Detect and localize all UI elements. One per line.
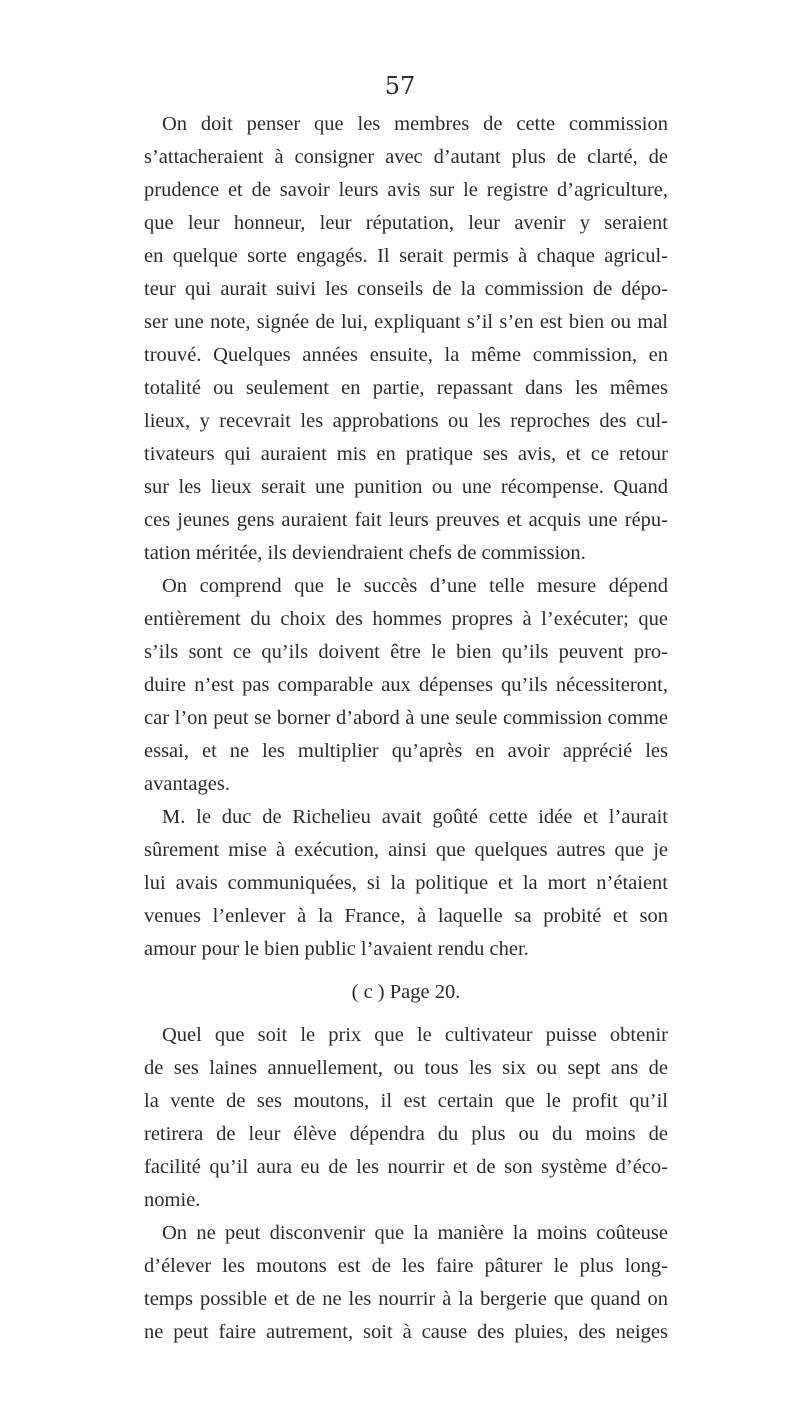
paragraph-1-line: s’attacheraient à consigner avec d’autant plus de clarté, de [144, 146, 668, 168]
paragraph-4-line: nomie. [144, 1189, 201, 1211]
paragraph-1-line: teur qui aurait suivi les conseils de la commission de dépo- [144, 278, 668, 300]
section-heading: ( c ) Page 20. [351, 981, 461, 1003]
paragraph-1-line: que leur honneur, leur réputation, leur avenir y seraient [144, 212, 668, 234]
paragraph-4-line: de ses laines annuellement, ou tous les six ou sept ans de [144, 1057, 668, 1079]
paragraph-1-line: trouvé. Quelques années ensuite, la même commission, en [144, 344, 668, 366]
paragraph-1-line: en quelque sorte engagés. Il serait permis à chaque agricul- [144, 245, 668, 267]
paragraph-3-line: venues l’enlever à la France, à laquelle sa probité et son [144, 905, 668, 927]
paragraph-4-line: Quel que soit le prix que le cultivateur puisse obtenir [162, 1024, 668, 1046]
paragraph-1-line: ces jeunes gens auraient fait leurs preuves et acquis une répu- [144, 509, 668, 531]
paragraph-5-line: ne peut faire autrement, soit à cause des pluies, des neiges [144, 1321, 668, 1343]
paragraph-1-line: tation méritée, ils deviendraient chefs de commission. [144, 542, 586, 564]
paragraph-3-line: M. le duc de Richelieu avait goûté cette idée et l’aurait [162, 806, 668, 828]
paragraph-1-line: sur les lieux serait une punition ou une récompense. Quand [144, 476, 668, 498]
paragraph-1-line: ser une note, signée de lui, expliquant s’il s’en est bien ou mal [144, 311, 668, 333]
paragraph-4-line: retirera de leur élève dépendra du plus ou du moins de [144, 1123, 668, 1145]
paragraph-2-line: entièrement du choix des hommes propres à l’exécuter; que [144, 608, 668, 630]
paragraph-2-line: duire n’est pas comparable aux dépenses qu’ils nécessiteront, [144, 674, 668, 696]
paragraph-2-line: essai, et ne les multiplier qu’après en avoir apprécié les [144, 740, 668, 762]
paragraph-4-line: la vente de ses moutons, il est certain que le profit qu’il [144, 1090, 668, 1112]
paragraph-2-line: car l’on peut se borner d’abord à une seule commission comme [144, 707, 668, 729]
paragraph-4-line: facilité qu’il aura eu de les nourrir et de son système d’éco- [144, 1156, 668, 1178]
paragraph-2-line: On comprend que le succès d’une telle mesure dépend [162, 575, 668, 597]
paragraph-1-line: lieux, y recevrait les approbations ou les reproches des cul- [144, 410, 668, 432]
paragraph-3-line: amour pour le bien public l’avaient rendu cher. [144, 938, 529, 960]
paragraph-1-line: prudence et de savoir leurs avis sur le registre d’agriculture, [144, 179, 668, 201]
paragraph-1-line: tivateurs qui auraient mis en pratique ses avis, et ce retour [144, 443, 668, 465]
paragraph-5-line: d’élever les moutons est de les faire pâturer le plus long- [144, 1255, 668, 1277]
paragraph-1-line: On doit penser que les membres de cette commission [162, 113, 668, 135]
paragraph-3-line: lui avais communiquées, si la politique et la mort n’étaient [144, 872, 668, 894]
page-number: 57 [384, 72, 416, 100]
paragraph-2-line: avantages. [144, 773, 230, 795]
paragraph-5-line: temps possible et de ne les nourrir à la bergerie que quand on [144, 1288, 668, 1310]
paragraph-3-line: sûrement mise à exécution, ainsi que quelques autres que je [144, 839, 668, 861]
paragraph-1-line: totalité ou seulement en partie, repassant dans les mêmes [144, 377, 668, 399]
paragraph-2-line: s’ils sont ce qu’ils doivent être le bien qu’ils peuvent pro- [144, 641, 668, 663]
paragraph-5-line: On ne peut disconvenir que la manière la moins coûteuse [162, 1222, 668, 1244]
